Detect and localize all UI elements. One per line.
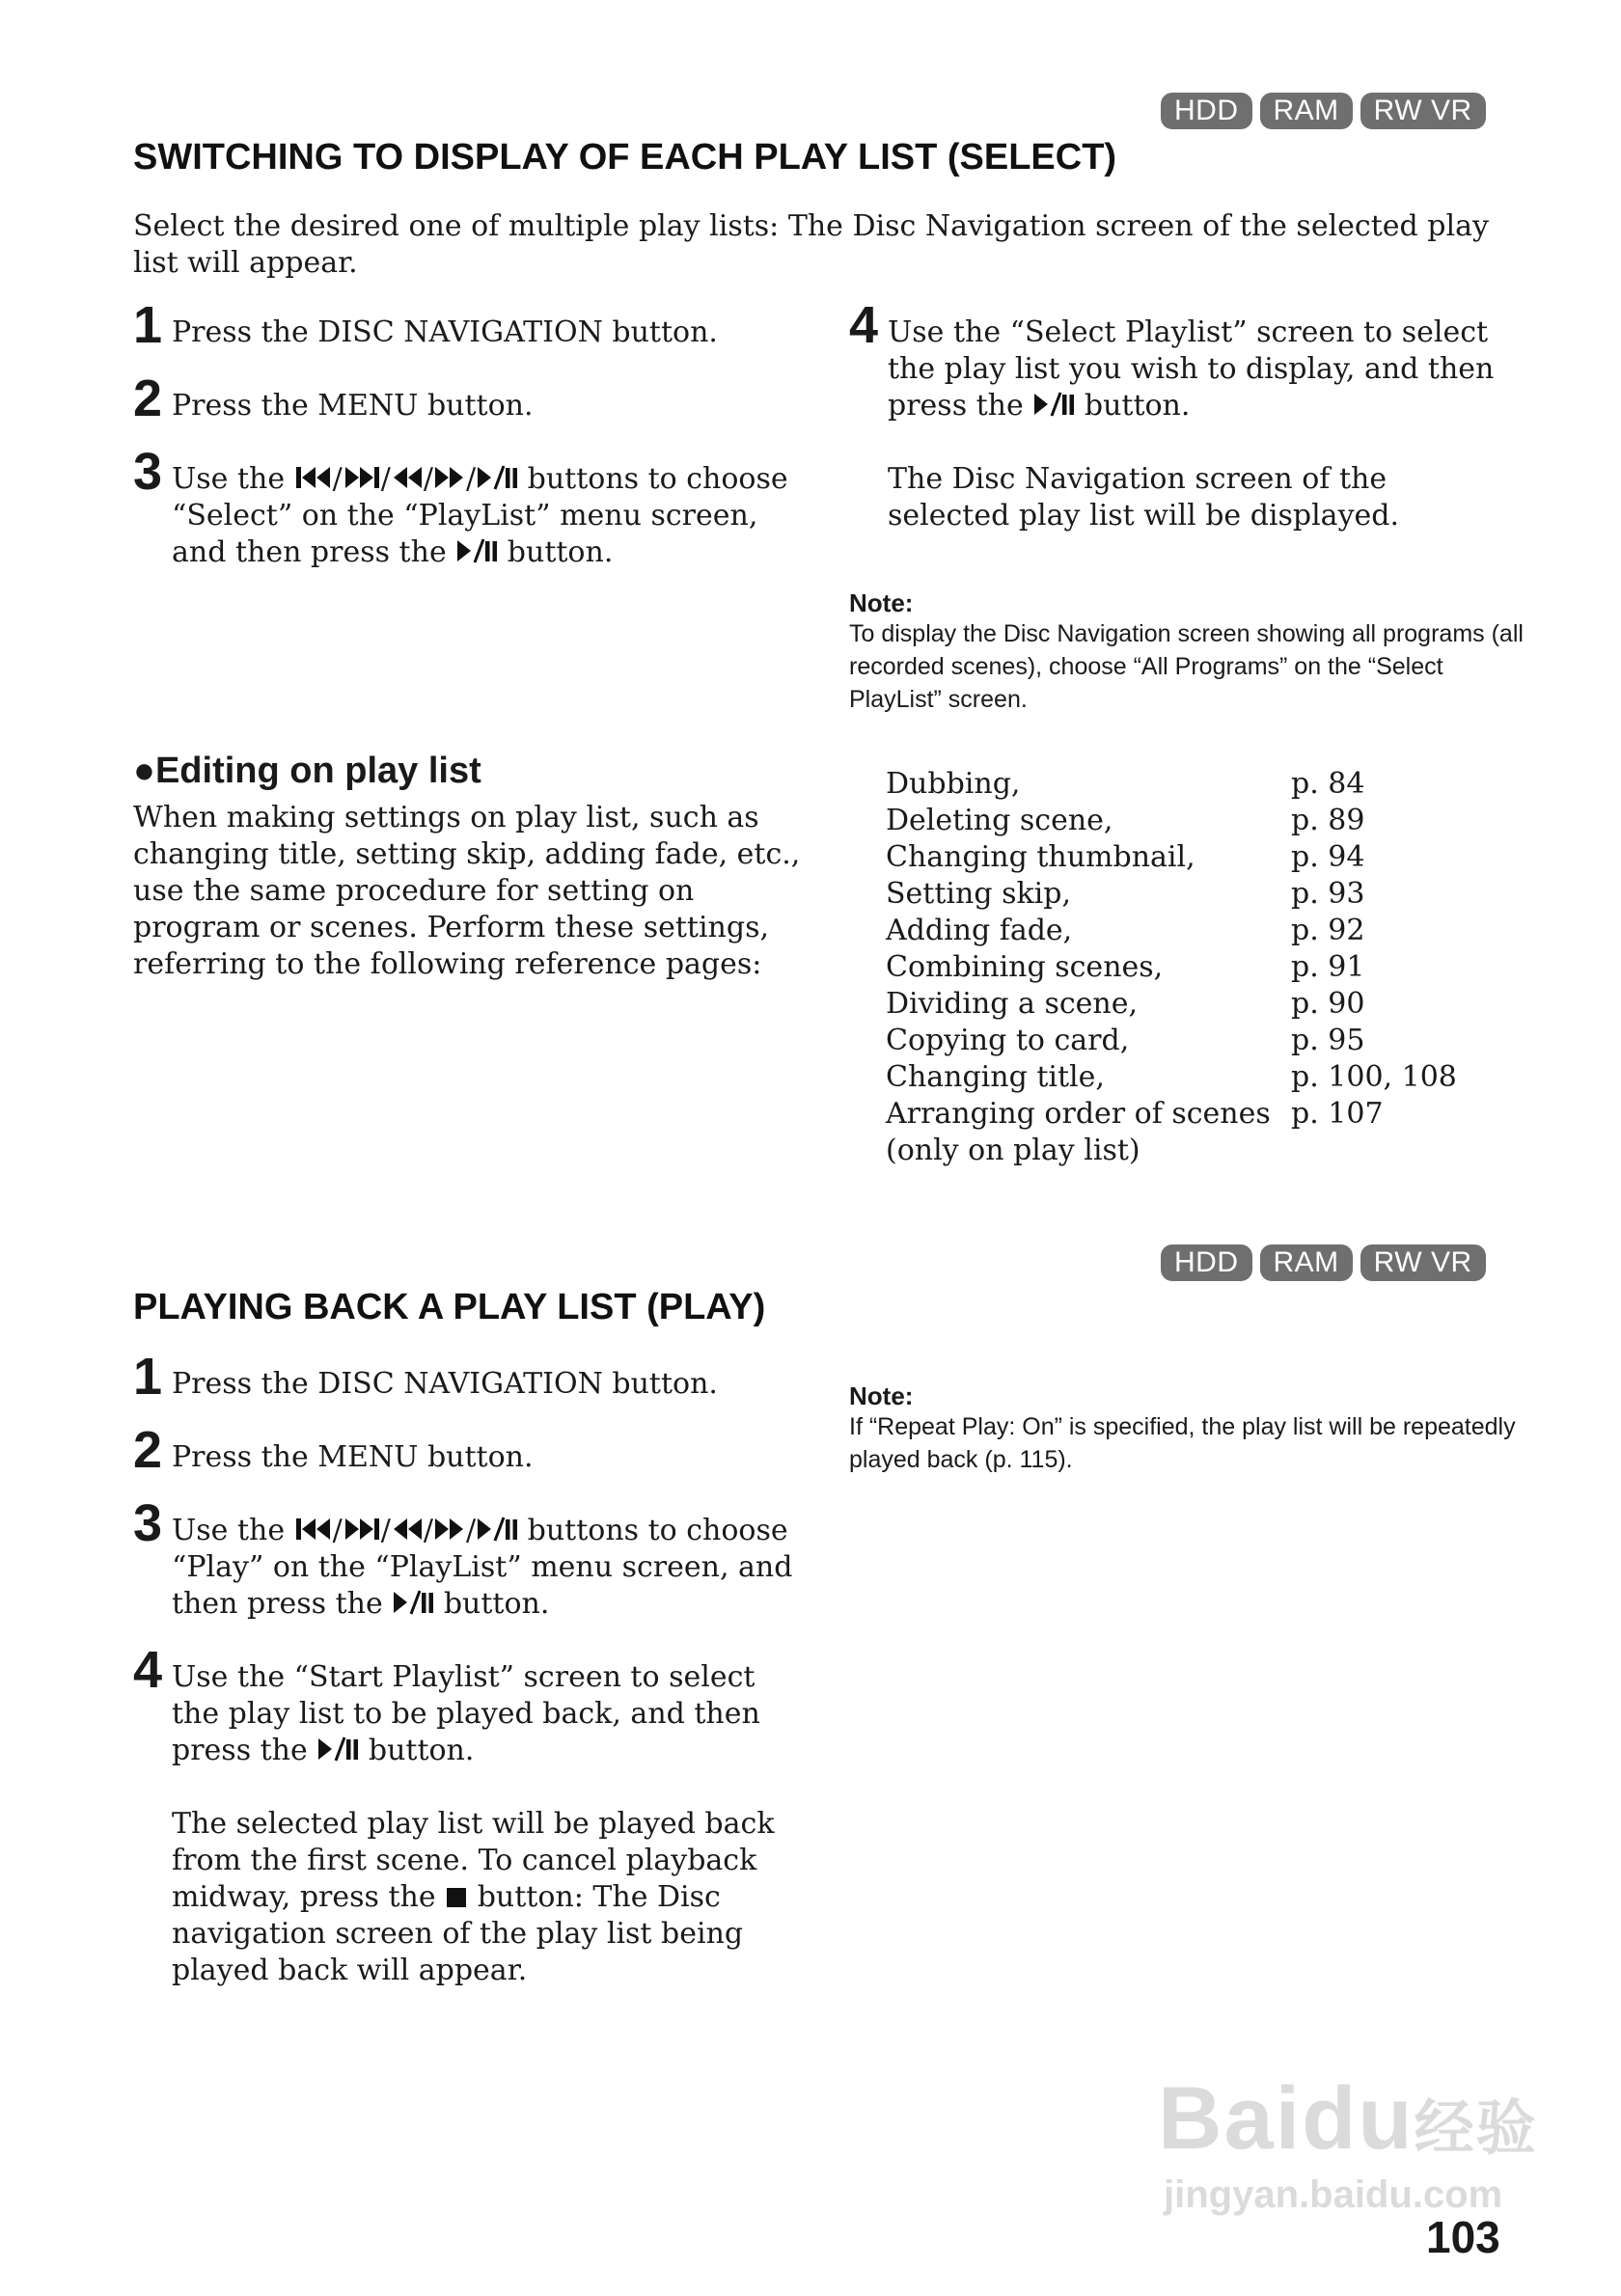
reference-page: p. 100, 108 [1291,1060,1457,1094]
step-number: 1 [133,296,163,354]
step-number: 1 [133,1348,163,1406]
editing-heading: ●Editing on play list [133,751,481,791]
watermark-cn: 经验 [1414,2095,1538,2162]
reference-list [886,766,1503,1169]
reference-row [886,986,1503,1023]
skip-back-icon [294,464,333,491]
reference-row [886,766,1503,803]
step-text-a: Use the [172,1514,286,1547]
play-pause-icon [476,1516,518,1543]
section-title-select: SWITCHING TO DISPLAY OF EACH PLAY LIST (SELECT) [133,137,1117,178]
reference-item: Changing thumbnail, [886,840,1195,874]
reference-row [886,949,1503,986]
play-pause-icon [316,1736,359,1763]
watermark-brand2: du [1302,2069,1415,2168]
step-1 [133,1348,809,1406]
step-number: 2 [133,1421,163,1479]
reference-item: Arranging order of scenes [886,1097,1271,1131]
step-text-a: Use the [172,462,286,496]
step-text: Press the MENU button. [172,389,534,423]
play-pause-icon [455,537,498,564]
reference-page: p. 93 [1291,877,1365,911]
step-number: 4 [849,296,879,354]
section-intro: Select the desired one of multiple play lists: The Disc Navigation screen of the selected play list will appear. [133,209,1489,280]
reference-row [886,1133,1503,1169]
step-number: 3 [133,443,163,501]
step-number: 2 [133,369,163,427]
select-steps-left [133,296,809,571]
step-result: The Disc Navigation screen of the selected play list will be displayed. [888,462,1400,533]
reference-page: p. 84 [1291,767,1365,801]
step-text: Use the / / / / buttons to choose “Select” on the “PlayList” menu screen, and then press the button. [172,462,788,569]
reference-page: p. 91 [1291,950,1365,984]
step-number: 4 [133,1641,163,1699]
reference-item: (only on play list) [886,1134,1140,1167]
watermark-brand: Bai [1158,2069,1303,2168]
step-text-b: button. [368,1734,475,1767]
note-title: Note: [849,1381,914,1410]
fast-forward-icon [433,1516,466,1543]
reference-page: p. 92 [1291,914,1365,947]
select-steps-right [849,296,1505,534]
reference-item: Combining scenes, [886,950,1164,984]
reference-item: Setting skip, [886,877,1071,911]
play-pause-icon [392,1589,434,1616]
step-4 [133,1641,809,1989]
reference-row [886,876,1503,913]
note-title: Note: [849,588,914,617]
watermark-url: jingyan.baidu.com [1164,2173,1503,2216]
stop-icon [445,1886,468,1909]
step-2 [133,1421,809,1479]
step-text-b: button. [1084,389,1191,423]
step-result-b: button: The Disc navigation screen of the play list being played back will appear. [172,1880,744,1987]
step-number: 3 [133,1494,163,1552]
reference-row [886,803,1503,839]
rewind-icon [391,464,424,491]
rewind-icon [391,1516,424,1543]
page-number: 103 [1426,2212,1500,2262]
step-text-a: Use the “Start Playlist” screen to select the play list to be played back, and then press the [172,1660,760,1767]
reference-item: Adding fade, [886,914,1073,947]
reference-item: Changing title, [886,1060,1105,1094]
reference-row [886,1059,1503,1096]
step-text [172,1646,809,1989]
reference-page: p. 89 [1291,804,1365,837]
step-text-b: buttons to choose “Play” on the “PlayList” menu screen, and then press the [172,1514,793,1621]
step-text: Press the DISC NAVIGATION button. [172,315,718,349]
reference-page: p. 107 [1291,1097,1384,1131]
step-text: Press the MENU button. [172,1440,534,1474]
reference-row [886,913,1503,949]
step-text: Press the DISC NAVIGATION button. [172,1367,718,1401]
editing-text: When making settings on play list, such as changing title, setting skip, adding fade, etc., use the same procedure for setting on program or scenes. Perform these settings, referring to the following reference pages: [133,801,801,981]
play-steps [133,1348,809,1989]
section-title-play: PLAYING BACK A PLAY LIST (PLAY) [133,1287,766,1327]
editing-section [133,751,809,983]
skip-back-icon [294,1516,333,1543]
reference-row [886,1023,1503,1059]
note-text: If “Repeat Play: On” is specified, the play list will be repeatedly played back (p. 115). [849,1413,1516,1473]
media-badges [1161,1244,1486,1281]
step-result-a: The selected play list will be played back from the first scene. To cancel playback midway, press the [172,1807,775,1914]
reference-item: Dubbing, [886,767,1021,801]
reference-row [886,839,1503,876]
step-1 [133,296,809,354]
baidu-watermark [1158,2069,1544,2216]
step-3 [133,1494,809,1623]
media-badges [1161,93,1486,129]
step-text [888,301,1505,534]
step-3 [133,443,809,571]
reference-item: Dividing a scene, [886,987,1139,1021]
skip-forward-icon [343,1516,381,1543]
step-text-c: button. [507,535,614,569]
step-text-a: Use the “Select Playlist” screen to select the play list you wish to display, and then press the [888,315,1495,423]
step-text: Use the / / / / buttons to choose “Play” on the “PlayList” menu screen, and then press the button. [172,1514,793,1621]
play-pause-icon [1032,391,1075,418]
reference-page: p. 94 [1291,840,1365,874]
step-result [172,1806,809,1989]
badge-hdd: HDD [1161,1244,1252,1281]
step-2 [133,369,809,427]
reference-row [886,1096,1503,1133]
badge-ram: RAM [1260,1244,1353,1281]
badge-hdd: HDD [1161,93,1252,129]
badge-rw-vr: RW VR [1360,93,1486,129]
play-pause-icon [476,464,518,491]
note-select [849,588,1525,716]
note-text: To display the Disc Navigation screen showing all programs (all recorded scenes), choose “All Programs” on the “Select PlayList” screen. [849,620,1524,713]
reference-page: p. 95 [1291,1024,1365,1057]
reference-item: Deleting scene, [886,804,1113,837]
step-text-c: button. [443,1587,550,1621]
reference-page: p. 90 [1291,987,1365,1021]
step-4 [849,296,1505,534]
step-text-b: buttons to choose “Select” on the “PlayList” menu screen, and then press the [172,462,788,569]
badge-rw-vr: RW VR [1360,1244,1486,1281]
note-play [849,1381,1525,1476]
fast-forward-icon [433,464,466,491]
badge-ram: RAM [1260,93,1353,129]
skip-forward-icon [343,464,381,491]
reference-item: Copying to card, [886,1024,1130,1057]
